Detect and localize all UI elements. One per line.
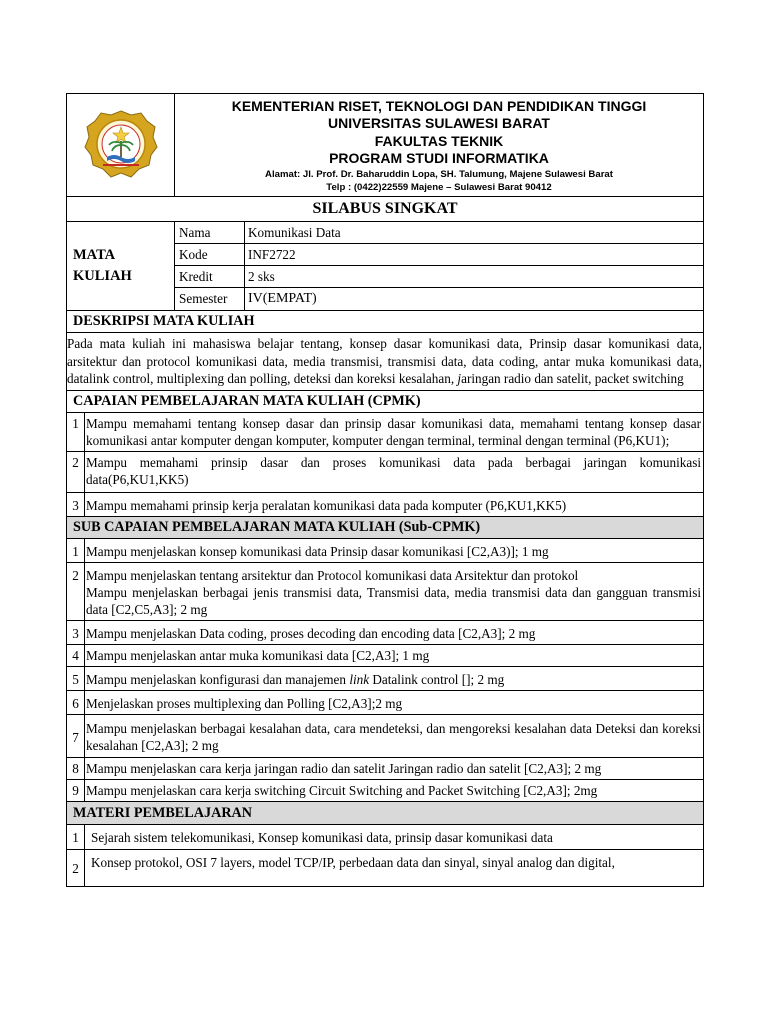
course-label-line1: MATA <box>73 247 116 263</box>
description-text <box>67 333 704 391</box>
list-item <box>67 757 704 779</box>
description-row <box>67 333 704 391</box>
course-label <box>67 222 175 311</box>
header-row <box>67 94 704 197</box>
university-name: UNIVERSITAS SULAWESI BARAT <box>328 115 550 131</box>
item-number: 9 <box>67 779 85 801</box>
item-number: 3 <box>67 620 85 644</box>
item-text: Mampu menjelaskan konsep komunikasi data Prinsip dasar komunikasi [C2,A3)]; 1 mg <box>85 538 704 562</box>
item-text-part: Mampu menjelaskan konfigurasi dan manajemen <box>86 671 350 687</box>
section-heading-row <box>67 390 704 412</box>
phone-text: Telp : (0422)22559 Majene – Sulawesi Barat 90412 <box>326 181 552 193</box>
item-number: 2 <box>67 562 85 620</box>
header-text-cell <box>175 94 704 197</box>
item-text <box>85 666 704 690</box>
syllabus-document <box>66 93 704 887</box>
program-name: PROGRAM STUDI INFORMATIKA <box>329 150 549 166</box>
course-key: Kredit <box>175 266 245 288</box>
item-number: 1 <box>67 538 85 562</box>
list-item <box>67 620 704 644</box>
item-text: Mampu menjelaskan antar muka komunikasi data [C2,A3]; 1 mg <box>85 644 704 666</box>
university-logo-cell <box>67 94 175 197</box>
course-value: IV(EMPAT) <box>245 288 704 311</box>
syllabus-table <box>66 93 704 887</box>
item-text: Mampu memahami tentang konsep dasar dan prinsip dasar komunikasi data, memahami tentang konsep dasar komunikasi antar komputer dengan komputer, komputer dengan terminal, terminal dengan terminal (P6,KU1); <box>85 412 704 451</box>
item-text: Menjelaskan proses multiplexing dan Polling [C2,A3];2 mg <box>85 690 704 714</box>
item-text: Sejarah sistem telekomunikasi, Konsep komunikasi data, prinsip dasar komunikasi data <box>85 824 704 849</box>
item-text: Mampu menjelaskan cara kerja switching Circuit Switching and Packet Switching [C2,A3]; 2mg <box>85 779 704 801</box>
item-text-line: Mampu menjelaskan berbagai jenis transmisi data, Transmisi data, media transmisi data dan gangguan transmisi data [C2,C5,A3]; 2 mg <box>86 584 701 617</box>
item-number: 7 <box>67 714 85 757</box>
item-number: 5 <box>67 666 85 690</box>
section-heading-row <box>67 311 704 333</box>
description-italic: j <box>457 371 462 386</box>
list-item <box>67 824 704 849</box>
list-item <box>67 562 704 620</box>
item-text: Mampu menjelaskan cara kerja jaringan radio dan satelit Jaringan radio dan satelit [C2,A3]; 2 mg <box>85 757 704 779</box>
course-key: Kode <box>175 244 245 266</box>
list-item <box>67 690 704 714</box>
description-part: aringan radio dan satelit, packet switching <box>461 371 684 386</box>
list-item <box>67 644 704 666</box>
title-row <box>67 197 704 222</box>
item-number: 4 <box>67 644 85 666</box>
course-key: Semester <box>175 288 245 311</box>
item-text-part: Datalink control []; 2 mg <box>369 671 505 687</box>
section-heading-row <box>67 516 704 538</box>
subcpmk-heading: SUB CAPAIAN PEMBELAJARAN MATA KULIAH (Sub-CPMK) <box>67 516 704 538</box>
item-number: 2 <box>67 849 85 886</box>
item-number: 1 <box>67 412 85 451</box>
address-text: Alamat: Jl. Prof. Dr. Baharuddin Lopa, SH. Talumung, Majene Sulawesi Barat <box>265 168 613 180</box>
course-value: Komunikasi Data <box>245 222 704 244</box>
section-heading-row <box>67 801 704 824</box>
university-logo-icon <box>83 107 159 179</box>
materi-heading: MATERI PEMBELAJARAN <box>67 801 704 824</box>
list-item <box>67 492 704 516</box>
list-item <box>67 714 704 757</box>
item-text: Mampu memahami prinsip dasar dan proses komunikasi data pada berbagai jaringan komunikasi data(P6,KU1,KK5) <box>85 451 704 492</box>
list-item <box>67 538 704 562</box>
item-number: 2 <box>67 451 85 492</box>
cpmk-heading: CAPAIAN PEMBELAJARAN MATA KULIAH (CPMK) <box>67 390 704 412</box>
list-item <box>67 666 704 690</box>
item-number: 1 <box>67 824 85 849</box>
item-text-italic: link <box>349 671 370 687</box>
item-text: Mampu menjelaskan Data coding, proses decoding dan encoding data [C2,A3]; 2 mg <box>85 620 704 644</box>
item-number: 6 <box>67 690 85 714</box>
list-item <box>67 779 704 801</box>
description-part: Pada mata kuliah ini mahasiswa belajar tentang, konsep dasar komunikasi data, Prinsip dasar komunikasi data, arsitektur dan protocol komunikasi data, media transmisi, transmisi data, data coding, antar muka komunikasi data, datalink control, multiplexing dan polling, deteksi dan koreksi kesalahan, <box>67 336 702 386</box>
list-item <box>67 849 704 886</box>
item-text <box>85 562 704 620</box>
list-item <box>67 412 704 451</box>
page-title: SILABUS SINGKAT <box>67 197 704 222</box>
course-row-nama <box>67 222 704 244</box>
course-key: Nama <box>175 222 245 244</box>
item-text: Konsep protokol, OSI 7 layers, model TCP/IP, perbedaan data dan sinyal, sinyal analog dan digital, <box>85 849 704 886</box>
course-value: 2 sks <box>245 266 704 288</box>
item-number: 3 <box>67 492 85 516</box>
course-value: INF2722 <box>245 244 704 266</box>
faculty-name: FAKULTAS TEKNIK <box>374 132 504 149</box>
item-text-line: Mampu menjelaskan tentang arsitektur dan Protocol komunikasi data Arsitektur dan protokol <box>86 567 579 583</box>
description-heading: DESKRIPSI MATA KULIAH <box>67 311 704 333</box>
ministry-name: KEMENTERIAN RISET, TEKNOLOGI DAN PENDIDIKAN TINGGI <box>231 97 647 114</box>
course-label-line2: KULIAH <box>73 268 132 284</box>
item-text: Mampu menjelaskan berbagai kesalahan data, cara mendeteksi, dan mengoreksi kesalahan data Deteksi dan koreksi kesalahan [C2,A3]; 2 mg <box>85 714 704 757</box>
item-number: 8 <box>67 757 85 779</box>
item-text: Mampu memahami prinsip kerja peralatan komunikasi data pada komputer (P6,KU1,KK5) <box>85 492 704 516</box>
list-item <box>67 451 704 492</box>
